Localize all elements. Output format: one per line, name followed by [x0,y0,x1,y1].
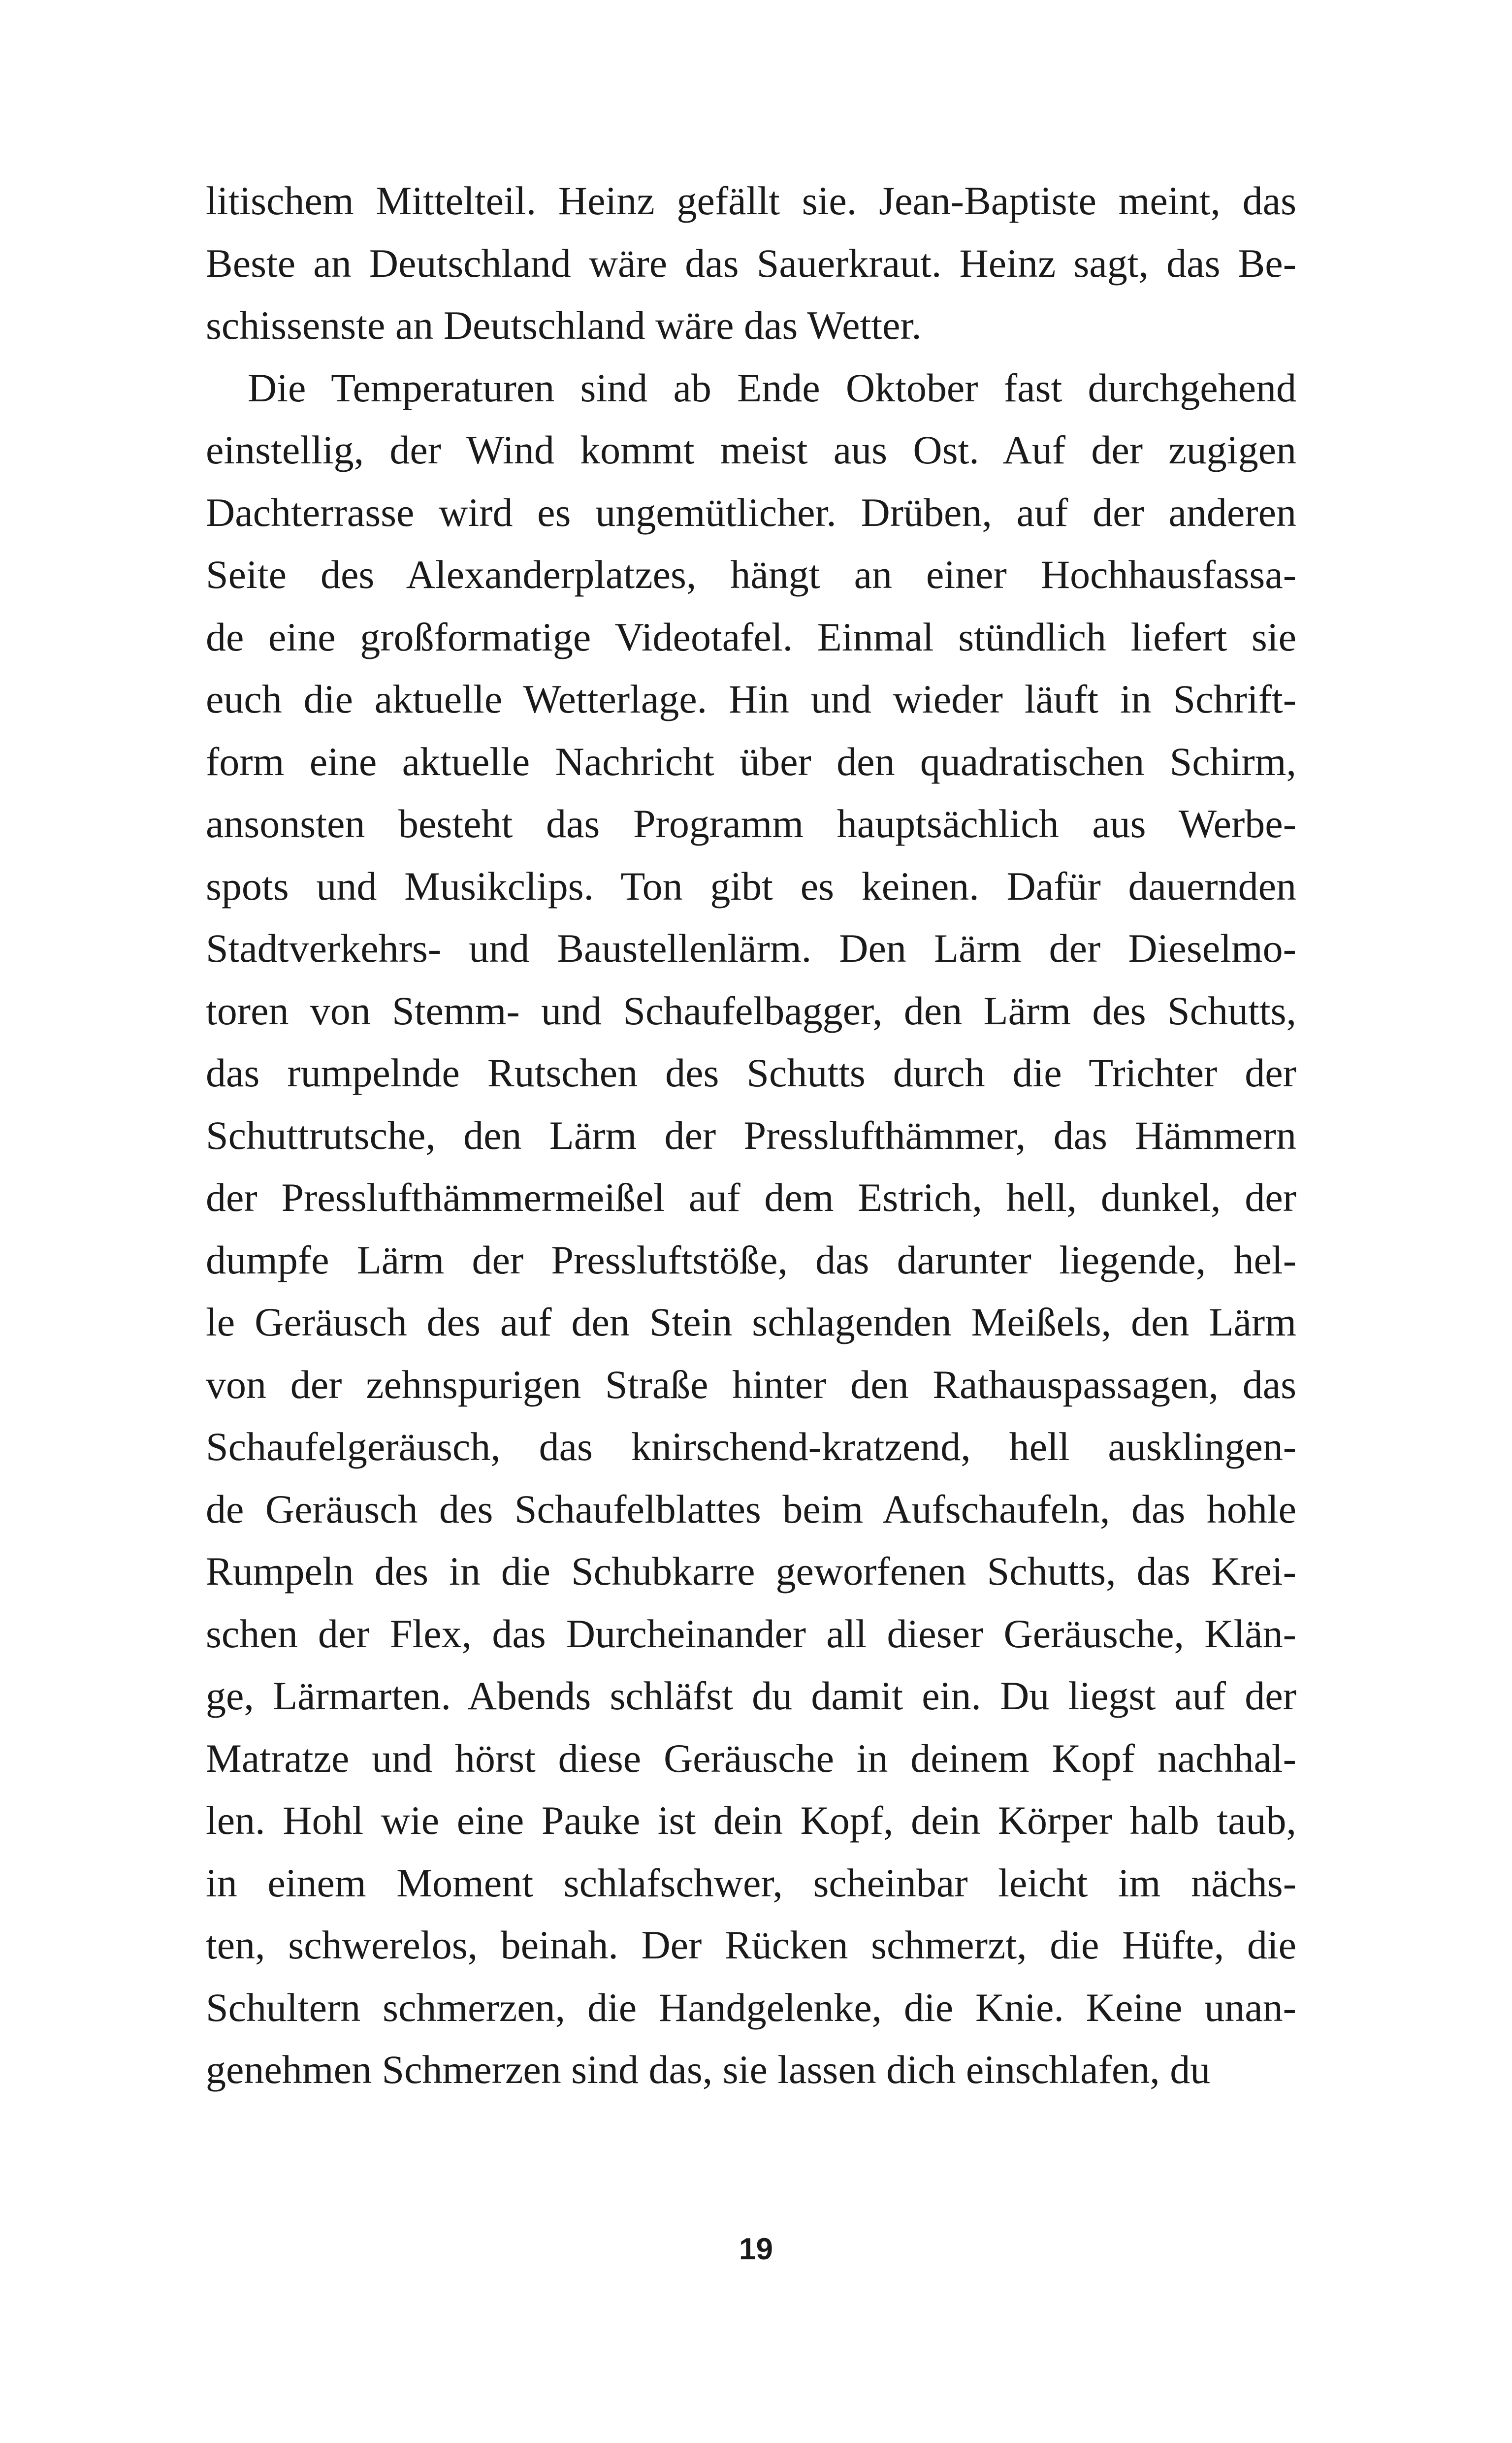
text-line: schen der Flex, das Durcheinander all dieser Geräusche, Klän- [206,1611,1296,1656]
text-line: der Presslufthämmermeißel auf dem Estrich, hell, dunkel, der [206,1175,1296,1220]
text-line: ten, schwerelos, beinah. Der Rücken schmerzt, die Hüfte, die [206,1922,1296,1967]
page-number: 19 [739,2232,773,2266]
text-line: Rumpeln des in die Schubkarre geworfenen Schutts, das Krei- [206,1549,1296,1594]
text-line: Seite des Alexanderplatzes, hängt an einer Hochhausfassa- [206,552,1296,597]
text-line: Stadtverkehrs- und Baustellenlärm. Den Lärm der Dieselmo- [206,926,1296,971]
text-line: ge, Lärmarten. Abends schläfst du damit ein. Du liegst auf der [206,1673,1296,1718]
text-line: de Geräusch des Schaufelblattes beim Aufschaufeln, das hohle [206,1486,1296,1531]
text-line: le Geräusch des auf den Stein schlagenden Meißels, den Lärm [206,1300,1296,1344]
text-line: litischem Mittelteil. Heinz gefällt sie. Jean-Baptiste meint, das [206,178,1296,223]
text-line: genehmen Schmerzen sind das, sie lassen dich einschlafen, du [206,2047,1211,2092]
text-line: euch die aktuelle Wetterlage. Hin und wieder läuft in Schrift- [206,677,1296,721]
text-line: spots und Musikclips. Ton gibt es keinen. Dafür dauernden [206,863,1296,909]
text-line: de eine großformatige Videotafel. Einmal stündlich liefert sie [206,614,1296,659]
text-line: dumpfe Lärm der Pressluftstöße, das darunter liegende, hel- [206,1237,1296,1282]
text-line: in einem Moment schlafschwer, scheinbar leicht im nächs- [206,1860,1296,1905]
text-line: form eine aktuelle Nachricht über den quadratischen Schirm, [206,739,1296,784]
text-line: Dachterrasse wird es ungemütlicher. Drüben, auf der anderen [206,489,1296,535]
text-line: Schultern schmerzen, die Handgelenke, die Knie. Keine unan- [206,1985,1296,2030]
text-line: Matratze und hörst diese Geräusche in deinem Kopf nachhal- [206,1735,1296,1781]
text-line: von der zehnspurigen Straße hinter den Rathauspassagen, das [206,1362,1296,1407]
text-line: Beste an Deutschland wäre das Sauerkraut. Heinz sagt, das Be- [206,240,1296,286]
text-line: einstellig, der Wind kommt meist aus Ost. Auf der zugigen [206,427,1296,472]
text-line: das rumpelnde Rutschen des Schutts durch die Trichter der [206,1050,1296,1095]
text-line: toren von Stemm- und Schaufelbagger, den Lärm des Schutts, [206,988,1296,1033]
text-line: Die Temperaturen sind ab Ende Oktober fast durchgehend [248,365,1296,410]
text-line: Schuttrutsche, den Lärm der Presslufthämmer, das Hämmern [206,1112,1296,1158]
text-line: ansonsten besteht das Programm hauptsächlich aus Werbe- [206,801,1296,846]
text-line: schissenste an Deutschland wäre das Wetter. [206,303,922,348]
text-line: len. Hohl wie eine Pauke ist dein Kopf, dein Körper halb taub, [206,1798,1296,1843]
body-text [206,170,1296,2101]
text-line: Schaufelgeräusch, das knirschend-kratzend, hell ausklingen- [206,1424,1296,1469]
